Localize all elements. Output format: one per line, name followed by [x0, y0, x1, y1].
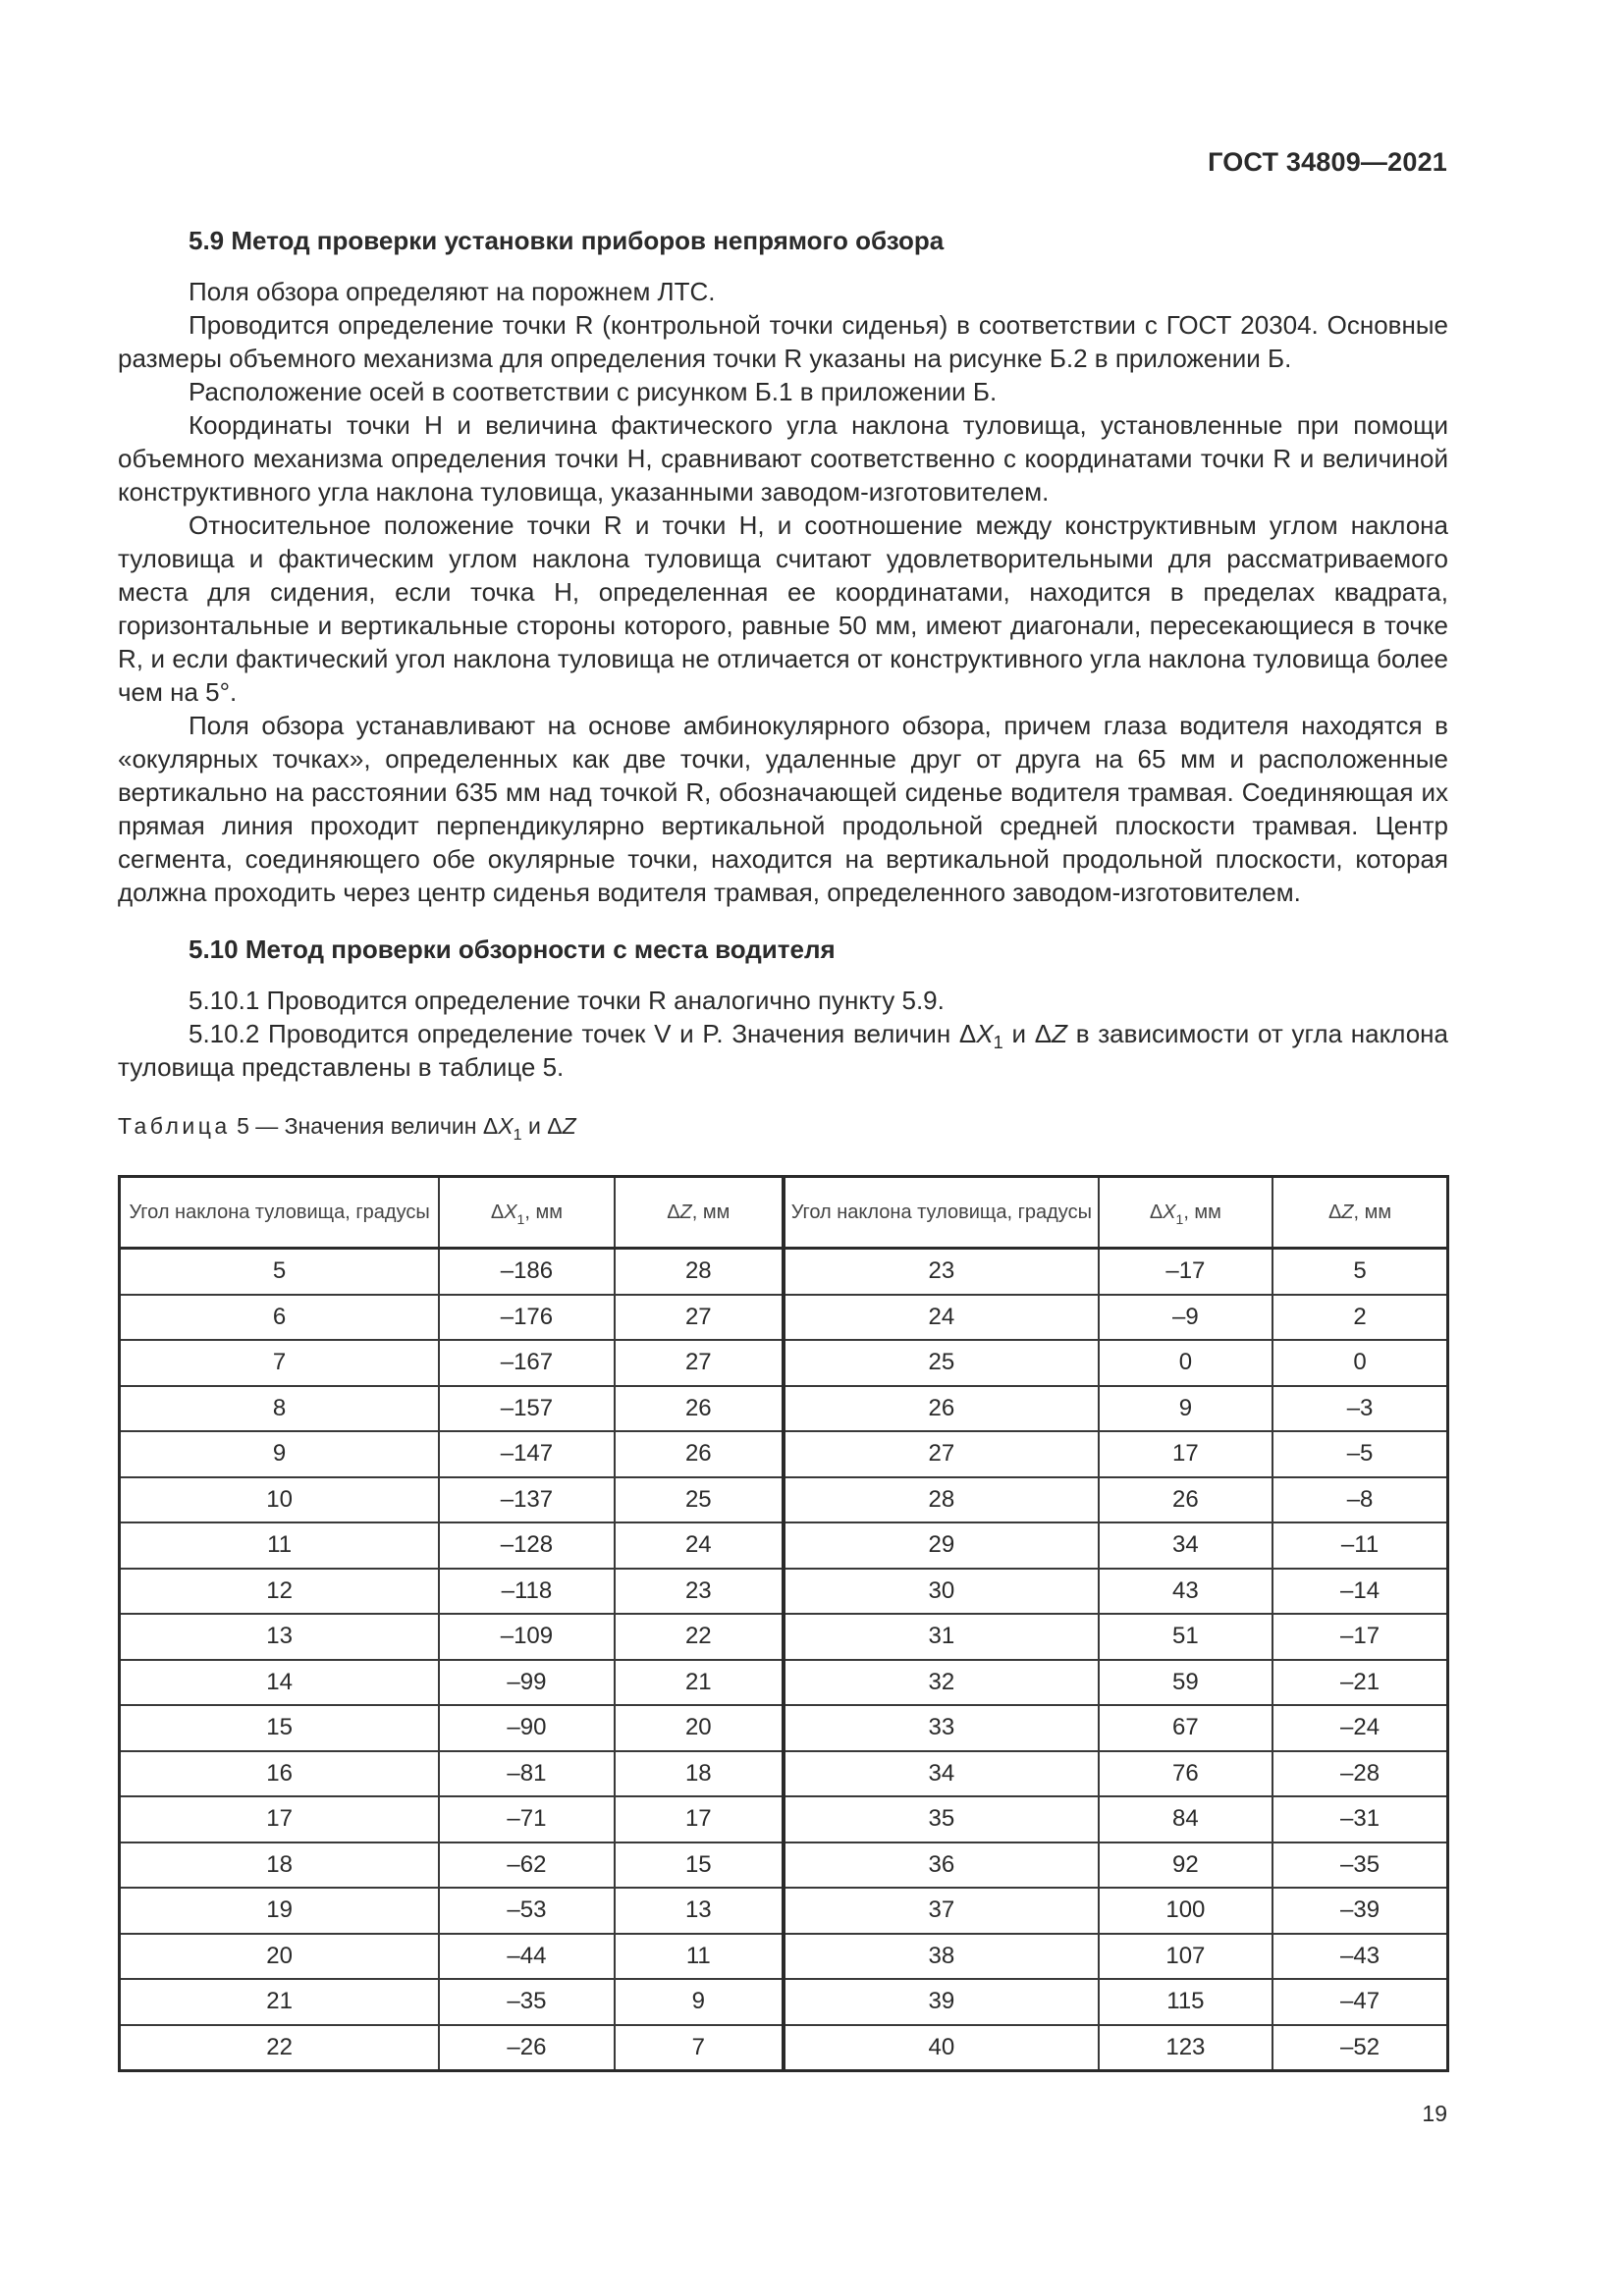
table-cell: 40 — [784, 2025, 1099, 2071]
section-5-9-title: 5.9 Метод проверки установки приборов непрямого обзора — [189, 226, 945, 255]
table-cell: –81 — [439, 1751, 614, 1797]
table-cell: 0 — [1099, 1340, 1272, 1386]
table-cell: –8 — [1272, 1477, 1447, 1523]
table-cell: –71 — [439, 1796, 614, 1842]
table-cell: 9 — [615, 1979, 784, 2025]
table-cell: –147 — [439, 1431, 614, 1477]
table-cell: 123 — [1099, 2025, 1272, 2071]
table-cell: 31 — [784, 1614, 1099, 1660]
table-cell: 24 — [784, 1295, 1099, 1341]
table-cell: –35 — [439, 1979, 614, 2025]
table-cell: 17 — [120, 1796, 440, 1842]
table-cell: 35 — [784, 1796, 1099, 1842]
table-cell: 37 — [784, 1888, 1099, 1934]
table-cell: 26 — [1099, 1477, 1272, 1523]
table-cell: 9 — [120, 1431, 440, 1477]
table-row — [120, 1249, 1448, 1295]
table-cell: –137 — [439, 1477, 614, 1523]
header-dz: ΔZ, мм — [1272, 1177, 1447, 1249]
table-cell: –39 — [1272, 1888, 1447, 1934]
table-cell: 84 — [1099, 1796, 1272, 1842]
table-cell: 100 — [1099, 1888, 1272, 1934]
table-row — [120, 1431, 1448, 1477]
table-caption: Таблица 5 — Значения величин $\Delta X_1$ и ΔZ — [118, 1113, 576, 1144]
table-cell: 5 — [120, 1249, 440, 1295]
table-cell: 26 — [615, 1431, 784, 1477]
table-row — [120, 1796, 1448, 1842]
table-cell: 5 — [1272, 1249, 1447, 1295]
table-cell: –5 — [1272, 1431, 1447, 1477]
table-cell: –21 — [1272, 1660, 1447, 1706]
table-cell: 17 — [1099, 1431, 1272, 1477]
document-body — [118, 224, 1448, 1143]
table-cell: 76 — [1099, 1751, 1272, 1797]
table-cell: 16 — [120, 1751, 440, 1797]
table-cell: 13 — [120, 1614, 440, 1660]
table-row — [120, 1569, 1448, 1615]
header-dx1: $\Delta X_1$, мм — [1099, 1177, 1272, 1249]
table-cell: –118 — [439, 1569, 614, 1615]
table-cell: –62 — [439, 1842, 614, 1889]
table-cell: 13 — [615, 1888, 784, 1934]
table-cell: 27 — [784, 1431, 1099, 1477]
table-cell: 43 — [1099, 1569, 1272, 1615]
table-row — [120, 1842, 1448, 1889]
page-number: 19 — [1422, 2101, 1447, 2126]
table-cell: 36 — [784, 1842, 1099, 1889]
table-row — [120, 1522, 1448, 1569]
table-row — [120, 1705, 1448, 1751]
table-cell: 9 — [1099, 1386, 1272, 1432]
table-cell: 27 — [615, 1295, 784, 1341]
table-cell: 23 — [615, 1569, 784, 1615]
table-cell: 115 — [1099, 1979, 1272, 2025]
paragraph-5-10-1: 5.10.1 Проводится определение точки R аналогично пункту 5.9. — [189, 986, 945, 1015]
table-row — [120, 1888, 1448, 1934]
section-5-10-title: 5.10 Метод проверки обзорности с места водителя — [189, 934, 836, 964]
table-cell: 27 — [615, 1340, 784, 1386]
table-cell: 8 — [120, 1386, 440, 1432]
table-row — [120, 1340, 1448, 1386]
table-5 — [118, 1175, 1449, 2072]
paragraph: Поля обзора устанавливают на основе амбинокулярного обзора, причем глаза водителя находятся в «окулярных точках», определенных как две точки, удаленные друг от друга на 65 мм и расположенные вертикально на расстоянии 635 мм над точкой R, обозначающей сиденье водителя трамвая. Соединяющая их прямая линия проходит перпендикулярно вертикальной продольной средней плоскости трамвая. Центр сегмента, соединяющего обе окулярные точки, находится на вертикальной продольной плоскости, которая должна проходить через центр сиденья водителя трамвая, определенного заводом-изготовителем. — [118, 711, 1448, 907]
table-cell: –52 — [1272, 2025, 1447, 2071]
table-cell: –26 — [439, 2025, 614, 2071]
table-cell: 26 — [615, 1386, 784, 1432]
table-cell: 28 — [615, 1249, 784, 1295]
table-cell: 25 — [615, 1477, 784, 1523]
table-cell: 14 — [120, 1660, 440, 1706]
table-cell: –35 — [1272, 1842, 1447, 1889]
header-dz: ΔZ, мм — [615, 1177, 784, 1249]
table-cell: 59 — [1099, 1660, 1272, 1706]
paragraph-5-10-2: 5.10.2 Проводится определение точек V и P. Значения величин $\Delta X_1$ и ΔZ в зависимости от угла наклона туловища представлены в таблице 5. — [118, 1019, 1448, 1082]
table-cell: –47 — [1272, 1979, 1447, 2025]
table-cell: –17 — [1099, 1249, 1272, 1295]
table-cell: –44 — [439, 1934, 614, 1980]
table-cell: 107 — [1099, 1934, 1272, 1980]
table-row — [120, 1386, 1448, 1432]
table-cell: 19 — [120, 1888, 440, 1934]
table-cell: 30 — [784, 1569, 1099, 1615]
table-row — [120, 2025, 1448, 2071]
table-cell: 11 — [120, 1522, 440, 1569]
paragraph: Расположение осей в соответствии с рисунком Б.1 в приложении Б. — [189, 377, 998, 406]
document-code: ГОСТ 34809—2021 — [1208, 147, 1447, 177]
table-cell: 15 — [615, 1842, 784, 1889]
table-cell: 18 — [120, 1842, 440, 1889]
table-cell: 20 — [615, 1705, 784, 1751]
table-cell: 21 — [615, 1660, 784, 1706]
table-cell: 0 — [1272, 1340, 1447, 1386]
paragraph: Проводится определение точки R (контрольной точки сиденья) в соответствии с ГОСТ 20304. Основные размеры объемного механизма для определения точки R указаны на рисунке Б.2 в приложении Б. — [118, 310, 1448, 373]
table-cell: –167 — [439, 1340, 614, 1386]
table-cell: 34 — [1099, 1522, 1272, 1569]
table-cell: 51 — [1099, 1614, 1272, 1660]
table-cell: 7 — [615, 2025, 784, 2071]
table-cell: –90 — [439, 1705, 614, 1751]
table-row — [120, 1477, 1448, 1523]
table-cell: 23 — [784, 1249, 1099, 1295]
table-cell: 22 — [120, 2025, 440, 2071]
table-cell: 15 — [120, 1705, 440, 1751]
table-cell: 38 — [784, 1934, 1099, 1980]
table-cell: 67 — [1099, 1705, 1272, 1751]
table-cell: –43 — [1272, 1934, 1447, 1980]
table-cell: 20 — [120, 1934, 440, 1980]
table-cell: 18 — [615, 1751, 784, 1797]
table-cell: –17 — [1272, 1614, 1447, 1660]
table-row — [120, 1295, 1448, 1341]
table-cell: –24 — [1272, 1705, 1447, 1751]
table-cell: –3 — [1272, 1386, 1447, 1432]
table-row — [120, 1934, 1448, 1980]
header-angle: Угол наклона туловища, градусы — [784, 1177, 1099, 1249]
table-row — [120, 1979, 1448, 2025]
paragraph: Координаты точки Н и величина фактического угла наклона туловища, установленные при помощи объемного механизма определения точки Н, сравнивают соответственно с координатами точки R и величиной конструктивного угла наклона туловища, указанными заводом-изготовителем. — [118, 410, 1448, 507]
table-header-row — [120, 1177, 1448, 1249]
table-cell: 32 — [784, 1660, 1099, 1706]
table-cell: 29 — [784, 1522, 1099, 1569]
table-cell: –128 — [439, 1522, 614, 1569]
table-cell: –53 — [439, 1888, 614, 1934]
table-row — [120, 1660, 1448, 1706]
table-cell: –14 — [1272, 1569, 1447, 1615]
table-cell: 26 — [784, 1386, 1099, 1432]
table-cell: 10 — [120, 1477, 440, 1523]
paragraph: Относительное положение точки R и точки Н, и соотношение между конструктивным углом наклона туловища и фактическим углом наклона туловища считают удовлетворительными для рассматриваемого места для сидения, если точка Н, определенная ее координатами, находится в пределах квадрата, горизонтальные и вертикальные стороны которого, равные 50 мм, имеют диагонали, пересекающиеся в точке R, и если фактический угол наклона туловища не отличается от конструктивного угла наклона туловища более чем на 5°. — [118, 510, 1448, 707]
table-row — [120, 1751, 1448, 1797]
table-cell: –109 — [439, 1614, 614, 1660]
section-5-9-body — [118, 275, 1448, 909]
table-row — [120, 1614, 1448, 1660]
table-cell: 21 — [120, 1979, 440, 2025]
table-cell: 92 — [1099, 1842, 1272, 1889]
table-cell: 12 — [120, 1569, 440, 1615]
table-cell: –28 — [1272, 1751, 1447, 1797]
header-angle: Угол наклона туловища, градусы — [120, 1177, 440, 1249]
table-cell: 17 — [615, 1796, 784, 1842]
header-dx1: $\Delta X_1$, мм — [439, 1177, 614, 1249]
table-cell: –176 — [439, 1295, 614, 1341]
table-cell: –186 — [439, 1249, 614, 1295]
table-cell: –11 — [1272, 1522, 1447, 1569]
paragraph: Поля обзора определяют на порожнем ЛТС. — [189, 277, 716, 306]
table-cell: 25 — [784, 1340, 1099, 1386]
table-cell: 39 — [784, 1979, 1099, 2025]
table-cell: 11 — [615, 1934, 784, 1980]
table-cell: –99 — [439, 1660, 614, 1706]
table-cell: 6 — [120, 1295, 440, 1341]
table-cell: 7 — [120, 1340, 440, 1386]
table-cell: 22 — [615, 1614, 784, 1660]
table-cell: 33 — [784, 1705, 1099, 1751]
table-cell: –31 — [1272, 1796, 1447, 1842]
table-cell: 24 — [615, 1522, 784, 1569]
table-cell: 34 — [784, 1751, 1099, 1797]
table-body — [120, 1249, 1448, 2071]
table-cell: –157 — [439, 1386, 614, 1432]
table-cell: –9 — [1099, 1295, 1272, 1341]
table-cell: 28 — [784, 1477, 1099, 1523]
table-cell: 2 — [1272, 1295, 1447, 1341]
